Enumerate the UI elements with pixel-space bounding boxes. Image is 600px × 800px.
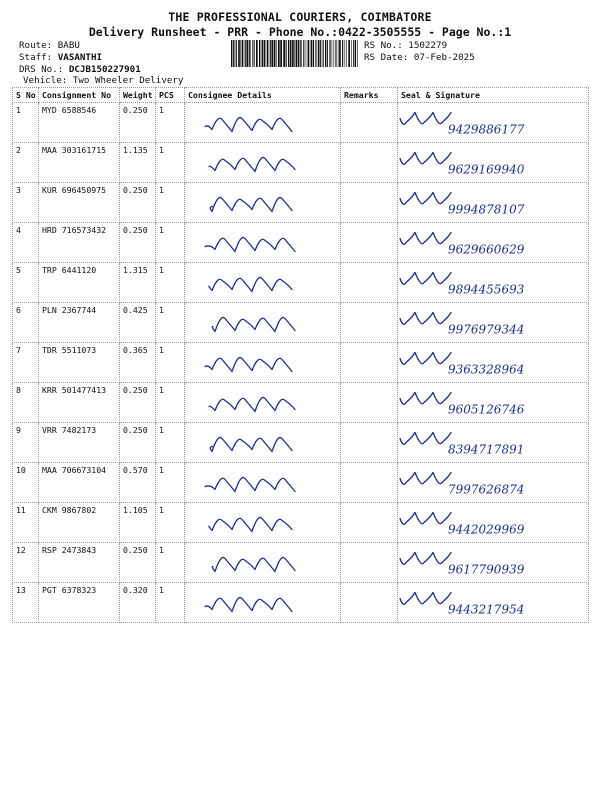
barcode-bar	[267, 40, 269, 67]
seal-signature-cell	[398, 383, 589, 423]
seal-phone-number: 9894455693	[448, 282, 525, 297]
col-consignee-header: Consignee Details	[185, 88, 341, 103]
consignment-no-cell: VRR 7482173	[39, 423, 120, 463]
barcode-bar	[327, 40, 328, 67]
barcode-bar	[246, 40, 248, 67]
route-label: Route:	[19, 40, 53, 51]
consignee-details-cell	[185, 463, 341, 503]
consignment-no-cell: TDR 5511073	[39, 343, 120, 383]
table-row	[13, 263, 589, 303]
weight-cell: 1.135	[120, 143, 156, 183]
barcode-bar	[325, 40, 326, 67]
seal-phone-number: 9629660629	[448, 242, 525, 257]
weight-cell: 0.365	[120, 343, 156, 383]
col-sno-header: S No	[13, 88, 39, 103]
pcs-cell: 1	[156, 583, 185, 623]
pcs-cell: 1	[156, 503, 185, 543]
barcode-bar	[300, 40, 301, 67]
seal-phone-number: 9976979344	[448, 322, 525, 337]
seal-signature-cell	[398, 103, 589, 143]
barcode-bar	[346, 40, 347, 67]
barcode-bar	[250, 40, 251, 67]
consignment-no-cell: MYD 6588546	[39, 103, 120, 143]
barcode-bar	[288, 40, 289, 67]
barcode-bar	[274, 40, 276, 67]
seal-phone-number: 7997626874	[448, 482, 525, 497]
remarks-cell	[341, 503, 398, 543]
sno-cell: 3	[13, 183, 39, 223]
remarks-cell	[341, 583, 398, 623]
seal-signature-cell	[398, 463, 589, 503]
table-row	[13, 343, 589, 383]
col-consignment-header: Consignment No	[39, 88, 120, 103]
barcode-bar	[270, 40, 271, 67]
barcode-bar	[233, 40, 234, 67]
pcs-cell: 1	[156, 423, 185, 463]
barcode-bar	[334, 40, 335, 67]
barcode-bar	[280, 40, 282, 67]
seal-phone-number: 8394717891	[448, 442, 525, 457]
barcode-bar	[315, 40, 316, 67]
rs-no-value: 1502279	[408, 40, 448, 51]
seal-signature-cell	[398, 583, 589, 623]
barcode	[231, 40, 359, 67]
remarks-cell	[341, 303, 398, 343]
sno-cell: 12	[13, 543, 39, 583]
barcode-bar	[238, 40, 240, 67]
rs-no-label: RS No.:	[364, 40, 403, 51]
consignment-no-cell: PGT 6378323	[39, 583, 120, 623]
barcode-bar	[345, 40, 346, 67]
barcode-bar	[342, 40, 343, 67]
barcode-bar	[308, 40, 310, 67]
consignee-details-cell	[185, 343, 341, 383]
consignee-details-cell	[185, 103, 341, 143]
sno-cell: 6	[13, 303, 39, 343]
pcs-cell: 1	[156, 543, 185, 583]
barcode-bar	[318, 40, 320, 67]
table-row	[13, 223, 589, 263]
consignee-details-cell	[185, 223, 341, 263]
remarks-cell	[341, 463, 398, 503]
consignment-no-cell: RSP 2473843	[39, 543, 120, 583]
table-row	[13, 543, 589, 583]
seal-signature-cell	[398, 423, 589, 463]
sno-cell: 11	[13, 503, 39, 543]
barcode-bar	[301, 40, 302, 67]
table-row	[13, 583, 589, 623]
consignee-details-cell	[185, 183, 341, 223]
barcode-bar	[323, 40, 324, 67]
table-row	[13, 103, 589, 143]
barcode-bar	[264, 40, 266, 67]
seal-phone-number: 9429886177	[448, 122, 525, 137]
barcode-bar	[249, 40, 250, 67]
barcode-bar	[351, 40, 352, 67]
remarks-cell	[341, 263, 398, 303]
barcode-bar	[259, 40, 260, 67]
weight-cell: 0.250	[120, 423, 156, 463]
consignment-no-cell: MAA 303161715	[39, 143, 120, 183]
barcode-bar	[335, 40, 336, 67]
rs-date-value: 07-Feb-2025	[413, 52, 475, 63]
weight-cell: 0.250	[120, 543, 156, 583]
remarks-cell	[341, 143, 398, 183]
barcode-bar	[252, 40, 253, 67]
sno-cell: 4	[13, 223, 39, 263]
weight-cell: 0.250	[120, 383, 156, 423]
barcode-bar	[353, 40, 354, 67]
seal-phone-number: 9605126746	[448, 402, 525, 417]
barcode-bar	[303, 40, 304, 67]
col-remarks-header: Remarks	[341, 88, 398, 103]
barcode-bar	[306, 40, 307, 67]
seal-phone-number: 9629169940	[448, 162, 525, 177]
seal-signature-cell	[398, 263, 589, 303]
drs-label: DRS No.:	[19, 64, 64, 75]
barcode-bar	[231, 40, 232, 67]
consignee-details-cell	[185, 303, 341, 343]
remarks-cell	[341, 423, 398, 463]
barcode-bar	[296, 40, 298, 67]
consignment-no-cell: HRD 716573432	[39, 223, 120, 263]
pcs-cell: 1	[156, 383, 185, 423]
runsheet-subtitle: Delivery Runsheet - PRR - Phone No.:0422-3505555 - Page No.:1	[88, 25, 512, 39]
consignee-details-cell	[185, 543, 341, 583]
barcode-bar	[311, 40, 313, 67]
barcode-bar	[286, 40, 287, 67]
sno-cell: 5	[13, 263, 39, 303]
seal-signature-cell	[398, 343, 589, 383]
weight-cell: 0.250	[120, 103, 156, 143]
barcode-bar	[320, 40, 321, 67]
barcode-bar	[242, 40, 244, 67]
seal-signature-cell	[398, 303, 589, 343]
remarks-cell	[341, 223, 398, 263]
table-row	[13, 503, 589, 543]
seal-signature-cell	[398, 223, 589, 263]
route-line	[19, 40, 80, 52]
barcode-bar	[256, 40, 258, 67]
seal-phone-number: 9442029969	[448, 522, 525, 537]
remarks-cell	[341, 383, 398, 423]
consignment-no-cell: KRR 501477413	[39, 383, 120, 423]
barcode-bar	[283, 40, 285, 67]
table-header-row	[13, 88, 589, 103]
staff-line	[19, 52, 102, 64]
table-row	[13, 423, 589, 463]
sno-cell: 8	[13, 383, 39, 423]
remarks-cell	[341, 543, 398, 583]
barcode-bar	[236, 40, 237, 67]
barcode-bar	[276, 40, 277, 67]
route-value: BABU	[57, 40, 80, 51]
table-row	[13, 183, 589, 223]
sno-cell: 1	[13, 103, 39, 143]
vehicle-value: Two Wheeler Delivery	[72, 75, 184, 86]
barcode-bar	[313, 40, 314, 67]
pcs-cell: 1	[156, 303, 185, 343]
seal-signature-cell	[398, 503, 589, 543]
barcode-bar	[262, 40, 263, 67]
sno-cell: 7	[13, 343, 39, 383]
barcode-bar	[261, 40, 262, 67]
delivery-table	[12, 87, 589, 623]
consignment-no-cell: KUR 696450975	[39, 183, 120, 223]
seal-signature-cell	[398, 143, 589, 183]
barcode-bar	[355, 40, 356, 67]
sno-cell: 2	[13, 143, 39, 183]
consignee-details-cell	[185, 143, 341, 183]
seal-phone-number: 9994878107	[448, 202, 525, 217]
weight-cell: 0.250	[120, 223, 156, 263]
barcode-bar	[348, 40, 350, 67]
rs-no-line	[364, 40, 447, 52]
vehicle-label: Vehicle:	[23, 75, 68, 86]
drs-value: DCJB150227901	[68, 64, 141, 75]
seal-signature-cell	[398, 543, 589, 583]
barcode-bar	[254, 40, 255, 67]
barcode-bar	[290, 40, 292, 67]
weight-cell: 1.105	[120, 503, 156, 543]
weight-cell: 1.315	[120, 263, 156, 303]
remarks-cell	[341, 183, 398, 223]
pcs-cell: 1	[156, 463, 185, 503]
weight-cell: 0.425	[120, 303, 156, 343]
barcode-bar	[330, 40, 331, 67]
rs-date-line	[364, 52, 475, 64]
consignee-details-cell	[185, 503, 341, 543]
sno-cell: 9	[13, 423, 39, 463]
consignee-details-cell	[185, 583, 341, 623]
barcode-bar	[332, 40, 333, 67]
table-row	[13, 383, 589, 423]
vehicle-line	[23, 75, 183, 87]
consignee-details-cell	[185, 263, 341, 303]
pcs-cell: 1	[156, 343, 185, 383]
consignee-details-cell	[185, 423, 341, 463]
barcode-bar	[292, 40, 294, 67]
staff-label: Staff:	[19, 52, 53, 63]
barcode-bar	[298, 40, 299, 67]
consignment-no-cell: PLN 2367744	[39, 303, 120, 343]
barcode-bar	[278, 40, 280, 67]
seal-phone-number: 9443217954	[448, 602, 525, 617]
pcs-cell: 1	[156, 263, 185, 303]
sno-cell: 10	[13, 463, 39, 503]
table-row	[13, 463, 589, 503]
col-seal-header: Seal & Signature	[398, 88, 589, 103]
pcs-cell: 1	[156, 183, 185, 223]
barcode-bar	[235, 40, 236, 67]
seal-signature-cell	[398, 183, 589, 223]
barcode-bar	[339, 40, 341, 67]
barcode-bar	[245, 40, 246, 67]
table-row	[13, 143, 589, 183]
col-pcs-header: PCS	[156, 88, 185, 103]
consignment-no-cell: MAA 706673104	[39, 463, 120, 503]
consignment-no-cell: TRP 6441120	[39, 263, 120, 303]
remarks-cell	[341, 103, 398, 143]
table-row	[13, 303, 589, 343]
weight-cell: 0.250	[120, 183, 156, 223]
barcode-bar	[240, 40, 241, 67]
company-title: THE PROFESSIONAL COURIERS, COIMBATORE	[168, 10, 432, 24]
barcode-bar	[338, 40, 339, 67]
barcode-bar	[271, 40, 273, 67]
remarks-cell	[341, 343, 398, 383]
rs-date-label: RS Date:	[364, 52, 409, 63]
consignment-no-cell: CKM 9867802	[39, 503, 120, 543]
seal-phone-number: 9363328964	[448, 362, 525, 377]
barcode-bar	[357, 40, 358, 67]
weight-cell: 0.320	[120, 583, 156, 623]
consignee-details-cell	[185, 383, 341, 423]
pcs-cell: 1	[156, 103, 185, 143]
col-weight-header: Weight	[120, 88, 156, 103]
weight-cell: 0.570	[120, 463, 156, 503]
sno-cell: 13	[13, 583, 39, 623]
staff-value: VASANTHI	[57, 52, 103, 63]
pcs-cell: 1	[156, 143, 185, 183]
barcode-bar	[329, 40, 330, 67]
seal-phone-number: 9617790939	[448, 562, 525, 577]
pcs-cell: 1	[156, 223, 185, 263]
barcode-bar	[294, 40, 295, 67]
